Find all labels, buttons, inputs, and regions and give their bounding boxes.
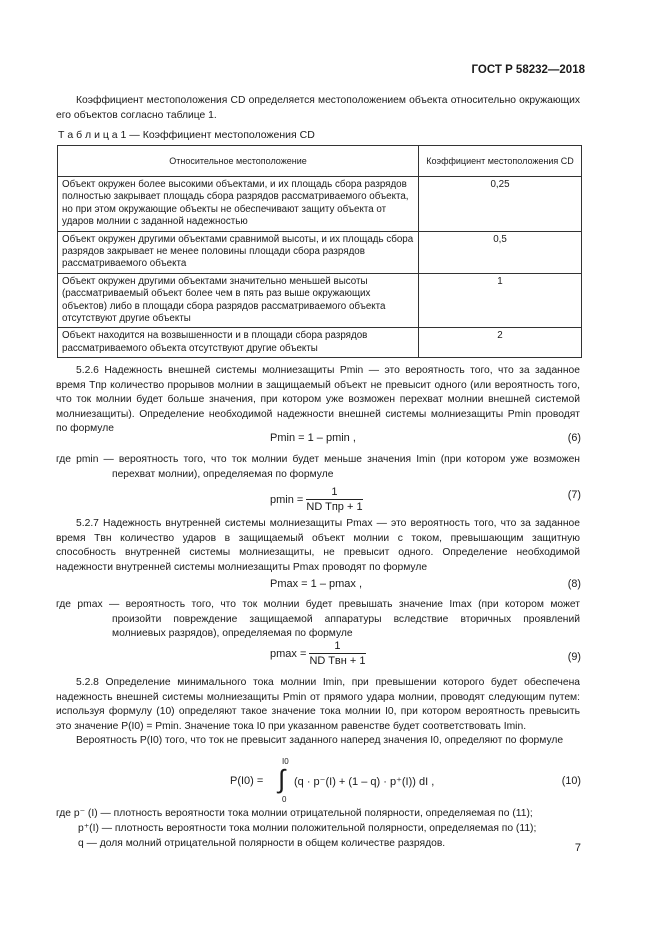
formula-7-fraction <box>306 486 362 514</box>
definition-q: q — доля молний отрицательной полярности в общем количестве разрядов. <box>78 838 446 849</box>
definition-pmax: где pmax — вероятность того, что ток молнии будет превышать значение Imax (при котором может произойти повреждение защищаемой аппаратуры вследствие вторичных проявлений молниевых разрядов), определяемая по формуле <box>56 599 580 640</box>
formula-9-lhs: pmax = <box>270 647 307 660</box>
formula-9 <box>270 640 366 668</box>
formula-6: Pmin = 1 – pmin , <box>270 432 356 444</box>
formula-9-number: (9) <box>567 651 581 663</box>
table-row <box>58 177 582 232</box>
formula-7-lhs: pmin = <box>270 493 304 506</box>
table-header-row <box>58 146 582 177</box>
section-5-2-7: 5.2.7 Надежность внутренней системы молниезащиты Pmax — это вероятность того, что за заданное время Tвн количество ударов в защищаемый объект молнии с током, превышающим защитную способность внутренней системы молниезащиты, не превысит одного. Определение необходимой надежности внутренней системы молниезащиты Pmax проводят по формуле <box>56 518 580 573</box>
formula-10-number: (10) <box>561 775 581 787</box>
definition-p-minus: где p⁻ (I) — плотность вероятности тока молнии отрицательной полярности, определяемая по (11); <box>56 808 533 819</box>
formula-7-denominator: ND Tпр + 1 <box>306 501 363 513</box>
table-cell-desc: Объект окружен более высокими объектами, и их площадь сбора разрядов полностью закрывает площадь сбора разрядов рассматриваемого объекта, но при этом окружающие объекты не обеспечивают защиту объекта от ударов молнии с заданной надежностью <box>58 177 419 232</box>
table-cell-value: 0,5 <box>419 231 582 273</box>
formula-9-denominator: ND Tвн + 1 <box>309 655 366 667</box>
integral-sign: ∫ <box>278 764 286 794</box>
section-5-2-8: 5.2.8 Определение минимального тока молнии Imin, при превышении которого будет обеспечена надежность внешней системы молниезащиты Pmin от прямого удара молнии, проводят следующим путем: используя формулу (10) определяют такое значение тока молнии I0, при котором вероятность превысить это значение P(I0) = Pmin. Значение тока I0 при указанном равенстве будет соответствовать Imin. <box>56 677 580 732</box>
table-cell-desc: Объект находится на возвышенности и в площади сбора разрядов рассматриваемого объекта отсутствуют другие объекты <box>58 328 419 358</box>
table-cell-value: 0,25 <box>419 177 582 232</box>
formula-9-numerator: 1 <box>309 640 365 654</box>
probability-paragraph: Вероятность P(I0) того, что ток не превысит заданного наперед значения I0, определяют по формуле <box>76 735 564 746</box>
table-header-coefficient: Коэффициент местоположения CD <box>419 146 582 177</box>
table-caption: Т а б л и ц а 1 — Коэффициент местоположения CD <box>58 129 315 141</box>
table-row <box>58 328 582 358</box>
table-cell-value: 1 <box>419 273 582 328</box>
document-header: ГОСТ Р 58232—2018 <box>471 64 585 76</box>
table-row <box>58 231 582 273</box>
page-number: 7 <box>574 842 581 854</box>
table-row <box>58 273 582 328</box>
formula-10-upper-limit: I0 <box>282 757 289 766</box>
formula-7-number: (7) <box>567 489 581 501</box>
formula-10-lower-limit: 0 <box>282 795 287 804</box>
formula-8-number: (8) <box>567 578 581 590</box>
formula-8: Pmax = 1 – pmax , <box>270 578 363 590</box>
formula-10-lhs: P(I0) = <box>230 775 264 787</box>
location-coefficient-table <box>57 145 582 358</box>
definition-p-plus: p⁺(I) — плотность вероятности тока молнии положительной полярности, определяемая по (11); <box>78 823 537 834</box>
formula-9-fraction <box>309 640 365 668</box>
intro-paragraph: Коэффициент местоположения CD определяется местоположением объекта относительно окружающих его объектов согласно таблице 1. <box>56 95 580 121</box>
formula-6-number: (6) <box>567 432 581 444</box>
table-cell-desc: Объект окружен другими объектами значительно меньшей высоты (рассматриваемый объект более чем в пять раз выше окружающих объектов) либо в площади сбора разрядов рассматриваемого объекта отсутствуют другие объекты <box>58 273 419 328</box>
formula-7-numerator: 1 <box>306 486 362 500</box>
definition-pmin: где pmin — вероятность того, что ток молнии будет меньше значения Imin (при котором уже возможен перехват молнии), определяемая по формуле <box>56 454 580 480</box>
table-cell-desc: Объект окружен другими объектами сравнимой высоты, и их площадь сбора разрядов закрывает не менее половины площади сбора разрядов рассматриваемого объекта <box>58 231 419 273</box>
table-header-location: Относительное местоположение <box>58 146 419 177</box>
formula-7 <box>270 486 363 514</box>
table-cell-value: 2 <box>419 328 582 358</box>
section-5-2-6: 5.2.6 Надежность внешней системы молниезащиты Pmin — это вероятность того, что за заданное время Tпр количество прорывов молнии в защищаемый объект не превысит одного (или вероятность того, что ток молнии будет больше значения, при котором уже возможен перехват молнии внешней системой молниезащиты). Определение необходимой надежности внешней системы молниезащиты Pmin проводят по формуле <box>56 365 580 435</box>
formula-10-body: (q · p⁻(I) + (1 – q) · p⁺(I)) dI , <box>294 776 435 788</box>
